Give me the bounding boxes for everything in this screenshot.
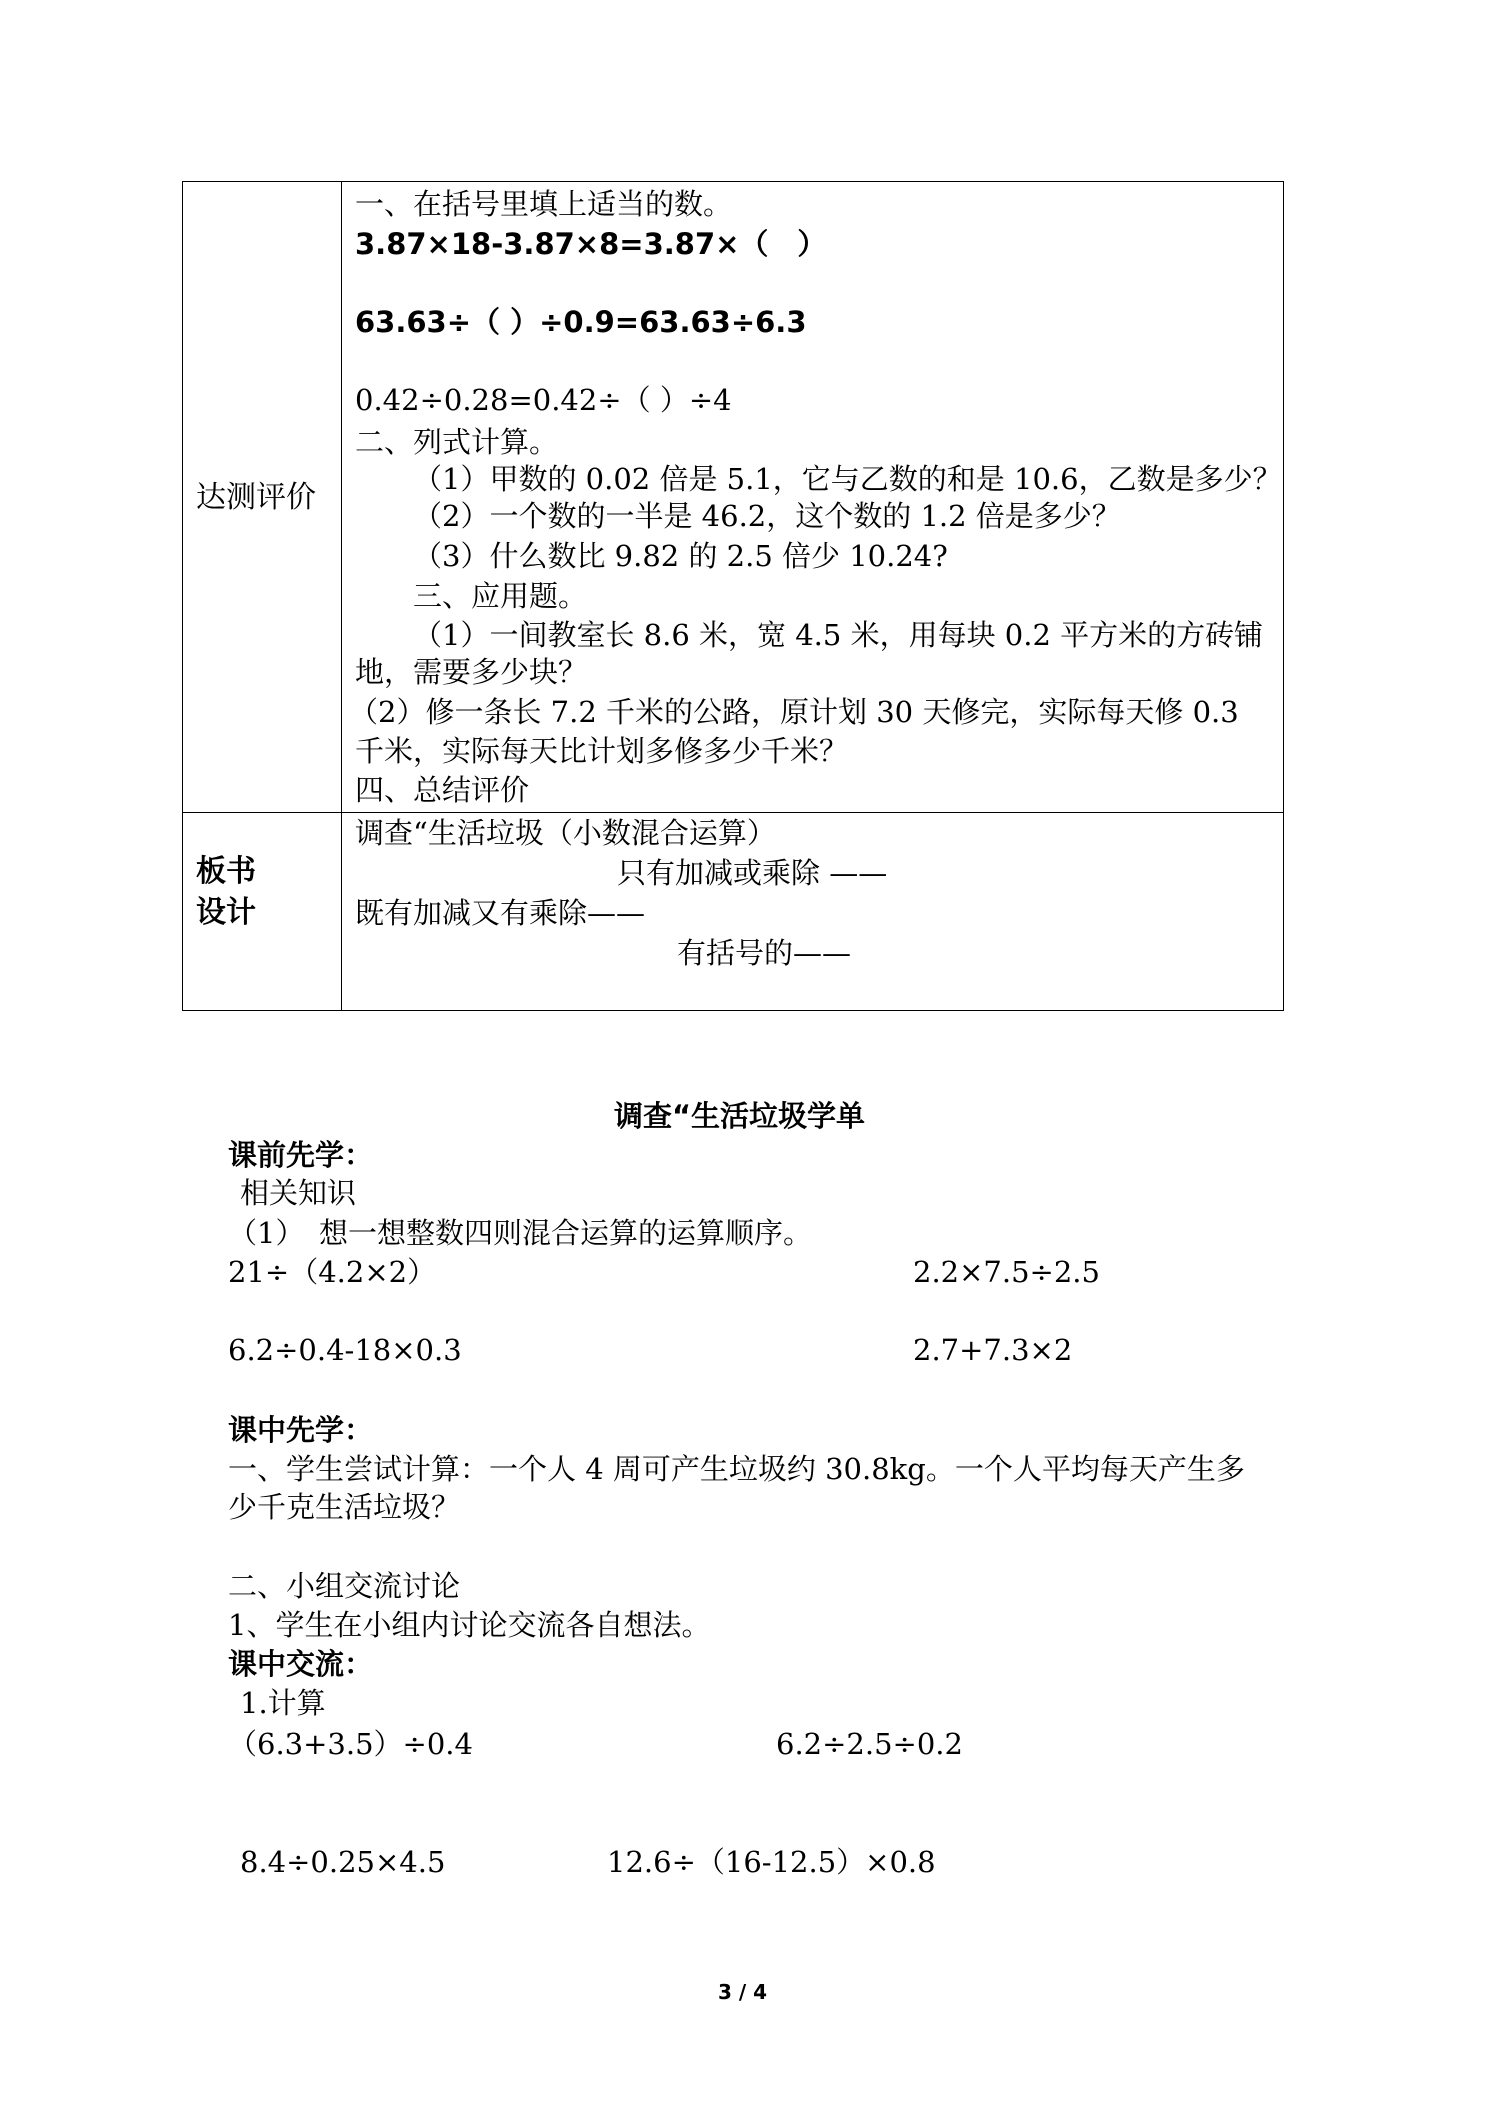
table-bottom-border: [182, 1010, 1283, 1011]
row1-line-11: 地，需要多少块？: [355, 655, 588, 689]
calc-1b: 6.2÷2.5÷0.2: [776, 1727, 963, 1761]
worksheet-title: 调查“生活垃圾学单: [614, 1099, 866, 1133]
paragraph-1-line-1: 一、学生尝试计算：一个人 4 周可产生垃圾约 30.8kg。一个人平均每天产生多: [228, 1452, 1245, 1486]
table-right-border: [1283, 181, 1284, 1011]
calc-2b: 12.6÷（16-12.5）×0.8: [607, 1845, 936, 1879]
related-knowledge: 相关知识: [240, 1176, 357, 1210]
row1-line-7: （2）一个数的一半是 46.2，这个数的 1.2 倍是多少？: [413, 499, 1121, 533]
table-left-border: [182, 181, 183, 1011]
expression-1b: 2.2×7.5÷2.5: [913, 1255, 1100, 1289]
table-middle-border: [182, 812, 1283, 813]
section-heading-in-class-study: 课中先学：: [228, 1413, 374, 1447]
table-column-divider: [341, 181, 342, 1011]
row1-line-8: （3）什么数比 9.82 的 2.5 倍少 10.24?: [413, 539, 948, 573]
row1-line-1: 一、在括号里填上适当的数。: [355, 187, 733, 221]
expression-2a: 6.2÷0.4-18×0.3: [228, 1333, 462, 1367]
row1-line-14: 四、总结评价: [355, 773, 530, 807]
row1-line-6: （1）甲数的 0.02 倍是 5.1，它与乙数的和是 10.6，乙数是多少？: [413, 462, 1282, 496]
calc-1a: （6.3+3.5）÷0.4: [228, 1727, 473, 1761]
paragraph-3: 1、学生在小组内讨论交流各自想法。: [228, 1608, 711, 1642]
expression-2b: 2.7+7.3×2: [913, 1333, 1073, 1367]
row1-line-13: 千米，实际每天比计划多修多少千米？: [355, 734, 849, 768]
row1-line-5: 二、列式计算。: [355, 425, 559, 459]
row1-line-3: 63.63÷（ ）÷0.9=63.63÷6.3: [355, 305, 807, 339]
row2-line-1: 调查“生活垃圾（小数混合运算）: [355, 816, 776, 850]
row1-line-4: 0.42÷0.28=0.42÷（ ）÷4: [355, 383, 732, 417]
row1-line-9: 三、应用题。: [413, 579, 588, 613]
calc-title: 1.计算: [240, 1686, 326, 1720]
row-label-assessment: 达测评价: [196, 480, 316, 515]
page-number: 3 / 4: [718, 1980, 768, 2004]
row-label-board-design-2: 设计: [196, 895, 256, 930]
paragraph-2: 二、小组交流讨论: [228, 1569, 461, 1603]
row2-line-4: 有括号的——: [677, 936, 852, 970]
table-top-border: [182, 181, 1283, 182]
section-heading-exchange: 课中交流：: [228, 1647, 374, 1681]
row-label-board-design-1: 板书: [196, 854, 256, 889]
calc-2a: 8.4÷0.25×4.5: [240, 1845, 446, 1879]
row2-line-3: 既有加减又有乘除——: [355, 896, 646, 930]
expression-1a: 21÷（4.2×2）: [228, 1255, 437, 1289]
section-heading-pre-study: 课前先学：: [228, 1138, 374, 1172]
row1-line-12: （2）修一条长 7.2 千米的公路，原计划 30 天修完，实际每天修 0.3: [349, 695, 1239, 729]
row1-line-10: （1）一间教室长 8.6 米，宽 4.5 米，用每块 0.2 平方米的方砖铺: [413, 618, 1264, 652]
question-1: （1） 想一想整数四则混合运算的运算顺序。: [228, 1216, 812, 1250]
row2-line-2: 只有加减或乘除 ——: [617, 856, 888, 890]
paragraph-1-line-2: 少千克生活垃圾？: [228, 1490, 461, 1524]
row1-line-2: 3.87×18-3.87×8=3.87×（ ）: [355, 227, 827, 261]
